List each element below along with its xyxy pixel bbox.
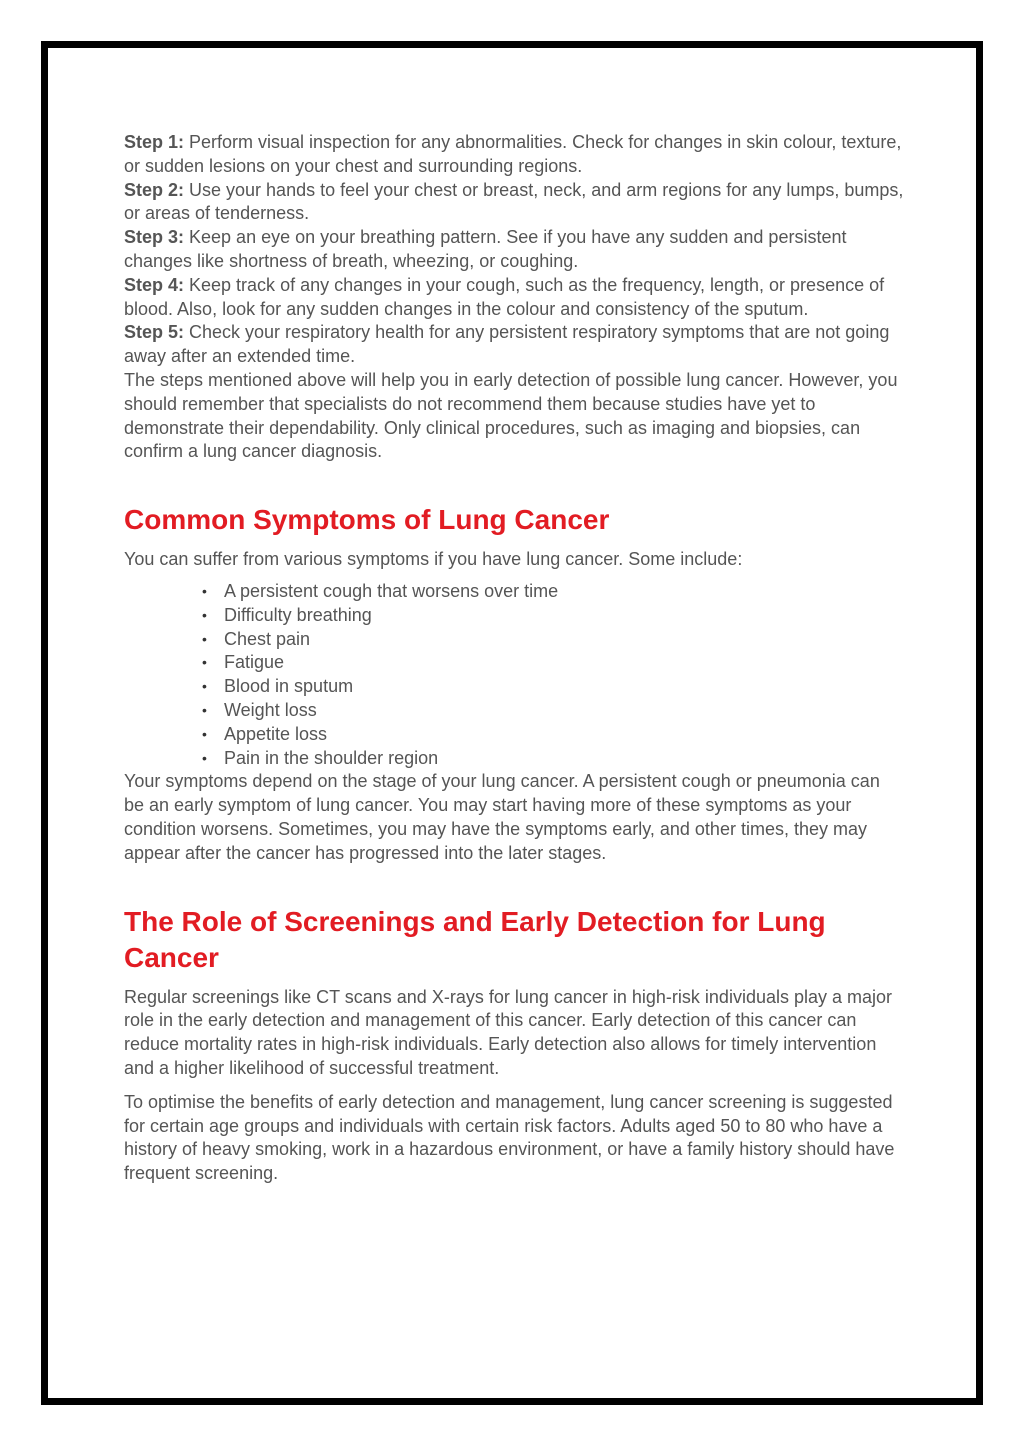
- step-label: Step 3:: [124, 227, 185, 248]
- steps-note: The steps mentioned above will help you in early detection of possible lung cancer. However, you should remember that specialists do not recommend them because studies have yet to demonstrate their dependability. Only clinical procedures, such as imaging and biopsies, can confirm a lung cancer diagnosis.: [124, 369, 898, 462]
- step-label: Step 2:: [124, 179, 185, 200]
- list-item: • Chest pain: [202, 628, 904, 652]
- step-text: Check your respiratory health for any persistent respiratory symptoms that are not going away after an extended time.: [124, 322, 890, 367]
- step-3: [124, 226, 904, 274]
- list-item: • Appetite loss: [202, 723, 904, 747]
- step-label: Step 5:: [124, 322, 185, 343]
- screening-paragraph: Regular screenings like CT scans and X-rays for lung cancer in high-risk individuals play a major role in the early detection and management of this cancer. Early detection of this cancer can reduce mortality rates in high-risk individuals. Early detection also allows for timely intervention and a higher likelihood of successful treatment.: [124, 986, 893, 1078]
- document-content: [124, 131, 904, 1186]
- symptom-list: [124, 580, 904, 770]
- list-item: • A persistent cough that worsens over time: [202, 580, 904, 604]
- step-1: [124, 131, 904, 179]
- screening-heading: The Role of Screenings and Early Detection for Lung Cancer: [124, 905, 826, 973]
- step-4: [124, 274, 904, 322]
- screening-paragraph: To optimise the benefits of early detection and management, lung cancer screening is suggested for certain age groups and individuals with certain risk factors. Adults aged 50 to 80 who have a history of heavy smoking, work in a hazardous environment, or have a family history should have frequent screening.: [124, 1091, 895, 1184]
- list-item: • Pain in the shoulder region: [202, 747, 904, 771]
- list-item: • Weight loss: [202, 699, 904, 723]
- step-text: Perform visual inspection for any abnormalities. Check for changes in skin colour, texture, or sudden lesions on your chest and surrounding regions.: [124, 132, 902, 176]
- list-item: • Blood in sputum: [202, 675, 904, 699]
- symptoms-outro: Your symptoms depend on the stage of your lung cancer. A persistent cough or pneumonia can be an early symptom of lung cancer. You may start having more of these symptoms as your condition worsens. Sometimes, you may have the symptoms early, and other times, they may appear after the cancer has progressed into the later stages.: [124, 771, 880, 863]
- list-item: • Fatigue: [202, 651, 904, 675]
- symptoms-heading: Common Symptoms of Lung Cancer: [124, 504, 610, 536]
- step-text: Keep an eye on your breathing pattern. See if you have any sudden and persistent changes like shortness of breath, wheezing, or coughing.: [124, 227, 847, 271]
- list-item: • Difficulty breathing: [202, 604, 904, 628]
- symptoms-intro: You can suffer from various symptoms if you have lung cancer. Some include:: [124, 549, 743, 570]
- step-5: [124, 321, 904, 369]
- step-2: [124, 179, 904, 227]
- step-text: Keep track of any changes in your cough, such as the frequency, length, or presence of blood. Also, look for any sudden changes in the colour and consistency of the sputum.: [124, 274, 885, 319]
- step-label: Step 4:: [124, 274, 185, 295]
- step-label: Step 1:: [124, 132, 185, 152]
- step-text: Use your hands to feel your chest or breast, neck, and arm regions for any lumps, bumps, or areas of tenderness.: [124, 179, 904, 224]
